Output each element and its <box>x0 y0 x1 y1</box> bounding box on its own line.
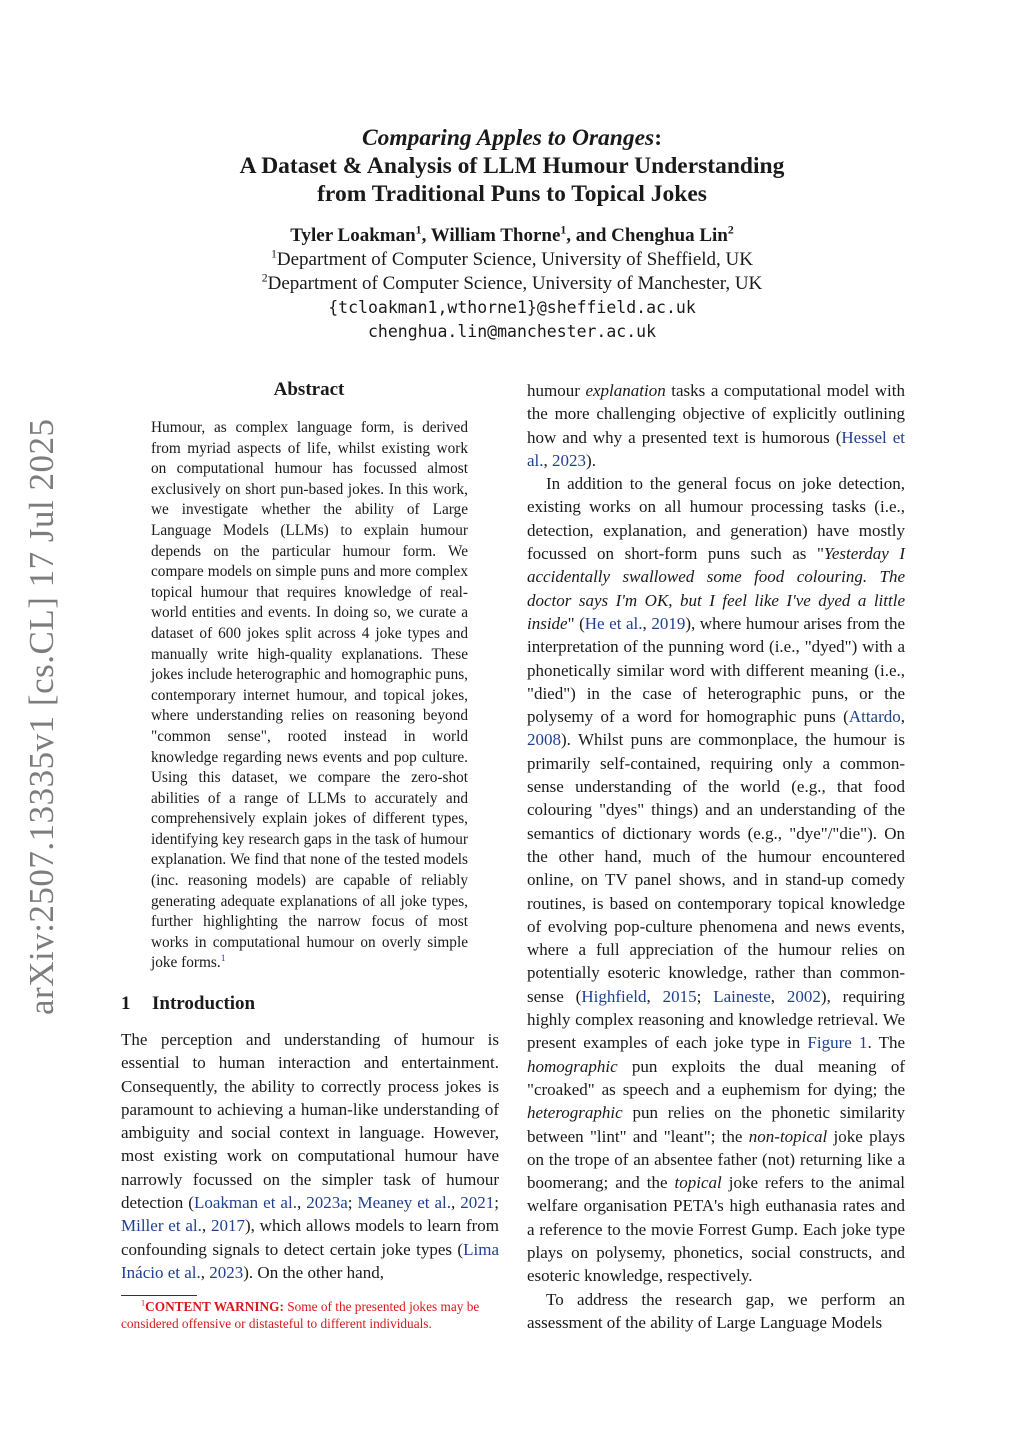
figure-link[interactable]: Figure 1 <box>807 1033 868 1053</box>
citation-link[interactable]: He et al. <box>584 613 643 633</box>
citation-link[interactable]: 2008 <box>527 730 561 750</box>
abstract-text: Humour, as complex language form, is derived from myriad aspects of life, whilst existing work on computational humour has focussed almost exclusively on short pun-based jokes. In this work, we investigate whether the ability of Large Language Models (LLMs) to explain humour depends on the particular humour form. We compare models on simple puns and more complex topical humour that requires knowledge of real-world entities and events. In doing so, we curate a dataset of 600 jokes split across 4 joke types and manually write high-quality explanations. These jokes include heterographic and homographic puns, contemporary internet humour, and topical jokes, where understanding relies on reasoning beyond "common sense", rooted instead in world knowledge regarding news events and pop culture. Using this dataset, we compare the zero-shot abilities of a range of LLMs to accurately and comprehensively explain jokes of different types, identifying key research gaps in the task of humour explanation. We find that none of the tested models (inc. reasoning models) are capable of reliably generating adequate explanations of all joke types, further highlighting the narrow focus of most works in computational humour on overly simple joke forms.$^1$ <box>151 419 468 972</box>
citation-link[interactable]: Laineste <box>713 986 771 1006</box>
paper-title: Comparing Apples to Oranges: A Dataset & Analysis of LLM Humour Understanding from Traditional Puns to Topical Jokes <box>0 124 1024 208</box>
title-line-2: A Dataset & Analysis of LLM Humour Understanding <box>239 153 785 179</box>
citation-link[interactable]: Miller et al. <box>121 1216 202 1236</box>
section-heading-introduction: 1 Introduction <box>121 993 256 1014</box>
left-column-body <box>121 1028 499 1284</box>
citation-link[interactable]: Lima Inácio et al. <box>121 1239 499 1282</box>
paragraph-joke-types: In addition to the general focus on joke detection, existing works on all humour processing tasks (i.e., detection, explanation, and generation) have mostly focussed on short-form puns such as "Yesterday I accidentally swallowed some food colouring. The doctor says I'm OK, but I feel like I've dyed a little inside" (He et al., 2019), where humour arises from the interpretation of the punning word (i.e., "dyed") with a phonetically similar word with different meaning (i.e., "died") in the case of heterographic puns, or the polysemy of a word for homographic puns (Attardo, 2008). Whilst puns are commonplace, the humour is primarily self-contained, requiring only a common-sense understanding of the world (e.g., that food colouring "dyes" things) and an understanding of the semantics of dictionary words (e.g., "dye"/"die"). On the other hand, much of the humour encountered online, on TV panel shows, and in stand-up comedy routines, is based on contemporary topical knowledge of evolving pop-culture phenomena and news events, where a full appreciation of the humour relies on potentially esoteric knowledge, rather than common-sense (Highfield, 2015; Laineste, 2002), requiring highly complex reasoning and knowledge retrieval. We present examples of each joke type in Figure 1. The homographic pun exploits the dual meaning of "croaked" as speech and a euphemism for dying; the heterographic pun relies on the phonetic similarity between "lint" and "leant"; the non-topical joke plays on the trope of an absentee father (not) returning like a boomerang; and the topical joke refers to the animal welfare organisation PETA's high euthanasia rates and a reference to the movie Forrest Gump. Each joke type plays on polysemy, phonetics, social constructs, and esoteric knowledge, respectively. <box>527 474 906 1286</box>
affiliation-2: $^2$Department of Computer Science, University of Manchester, UK <box>261 271 763 294</box>
affiliation-1: $^1$Department of Computer Science, University of Sheffield, UK <box>270 247 753 270</box>
citation-link[interactable]: 2023 <box>552 450 587 470</box>
email-2[interactable]: chenghua.lin@manchester.ac.uk <box>367 322 657 341</box>
author-block <box>0 224 1024 344</box>
abstract-heading: Abstract <box>273 379 345 400</box>
citation-link[interactable]: 2023 <box>209 1262 244 1282</box>
author-names: Tyler Loakman$^1$, William Thorne$^1$, and Chenghua Lin$^2$ <box>290 223 734 246</box>
footnote-rule <box>121 1295 197 1296</box>
citation-link[interactable]: 2015 <box>662 986 697 1006</box>
citation-link[interactable]: 2002 <box>786 986 821 1006</box>
citation-link[interactable]: Loakman et al. <box>193 1193 297 1213</box>
citation-link[interactable]: 2019 <box>651 613 686 633</box>
citation-link[interactable]: Attardo <box>848 707 901 727</box>
paragraph-research-gap: To address the research gap, we perform an assessment of the ability of Large Language Models <box>527 1289 905 1332</box>
footnote-ref[interactable]: 1 <box>220 954 226 965</box>
title-italic: Comparing Apples to Oranges <box>361 125 655 151</box>
footnote-content-warning: $^1$CONTENT WARNING: Some of the presented jokes may be considered offensive or distasteful to different individuals. <box>121 1298 480 1331</box>
citation-link[interactable]: 2017 <box>210 1216 245 1236</box>
email-1[interactable]: {tcloakman1,wthorne1}@sheffield.ac.uk <box>328 298 696 317</box>
intro-paragraph-1: The perception and understanding of humour is essential to human interaction and entertainment. Consequently, the ability to correctly process jokes is paramount to achieving a human-like understanding of ambiguity and social context in language. However, most existing work on computational humour have narrowly focussed on the simpler task of humour detection (Loakman et al., 2023a; Meaney et al., 2021; Miller et al., 2017), which allows models to learn from confounding signals to detect certain joke types (Lima Inácio et al., 2023). On the other hand, <box>121 1030 500 1282</box>
arxiv-watermark: arXiv:2507.13335v1 [cs.CL] 17 Jul 2025 <box>22 418 61 1015</box>
citation-link[interactable]: Meaney et al. <box>357 1193 452 1213</box>
citation-link[interactable]: 2021 <box>460 1193 495 1213</box>
citation-link[interactable]: Hessel et al. <box>527 427 905 470</box>
title-line-3: from Traditional Puns to Topical Jokes <box>317 181 707 207</box>
citation-link[interactable]: Highfield <box>581 986 647 1006</box>
paragraph-explanation: humour explanation tasks a computational model with the more challenging objective of explicitly outlining how and why a presented text is humorous (Hessel et al., 2023). <box>527 381 906 470</box>
right-column-body <box>527 379 905 1334</box>
citation-link[interactable]: 2023a <box>306 1193 348 1213</box>
